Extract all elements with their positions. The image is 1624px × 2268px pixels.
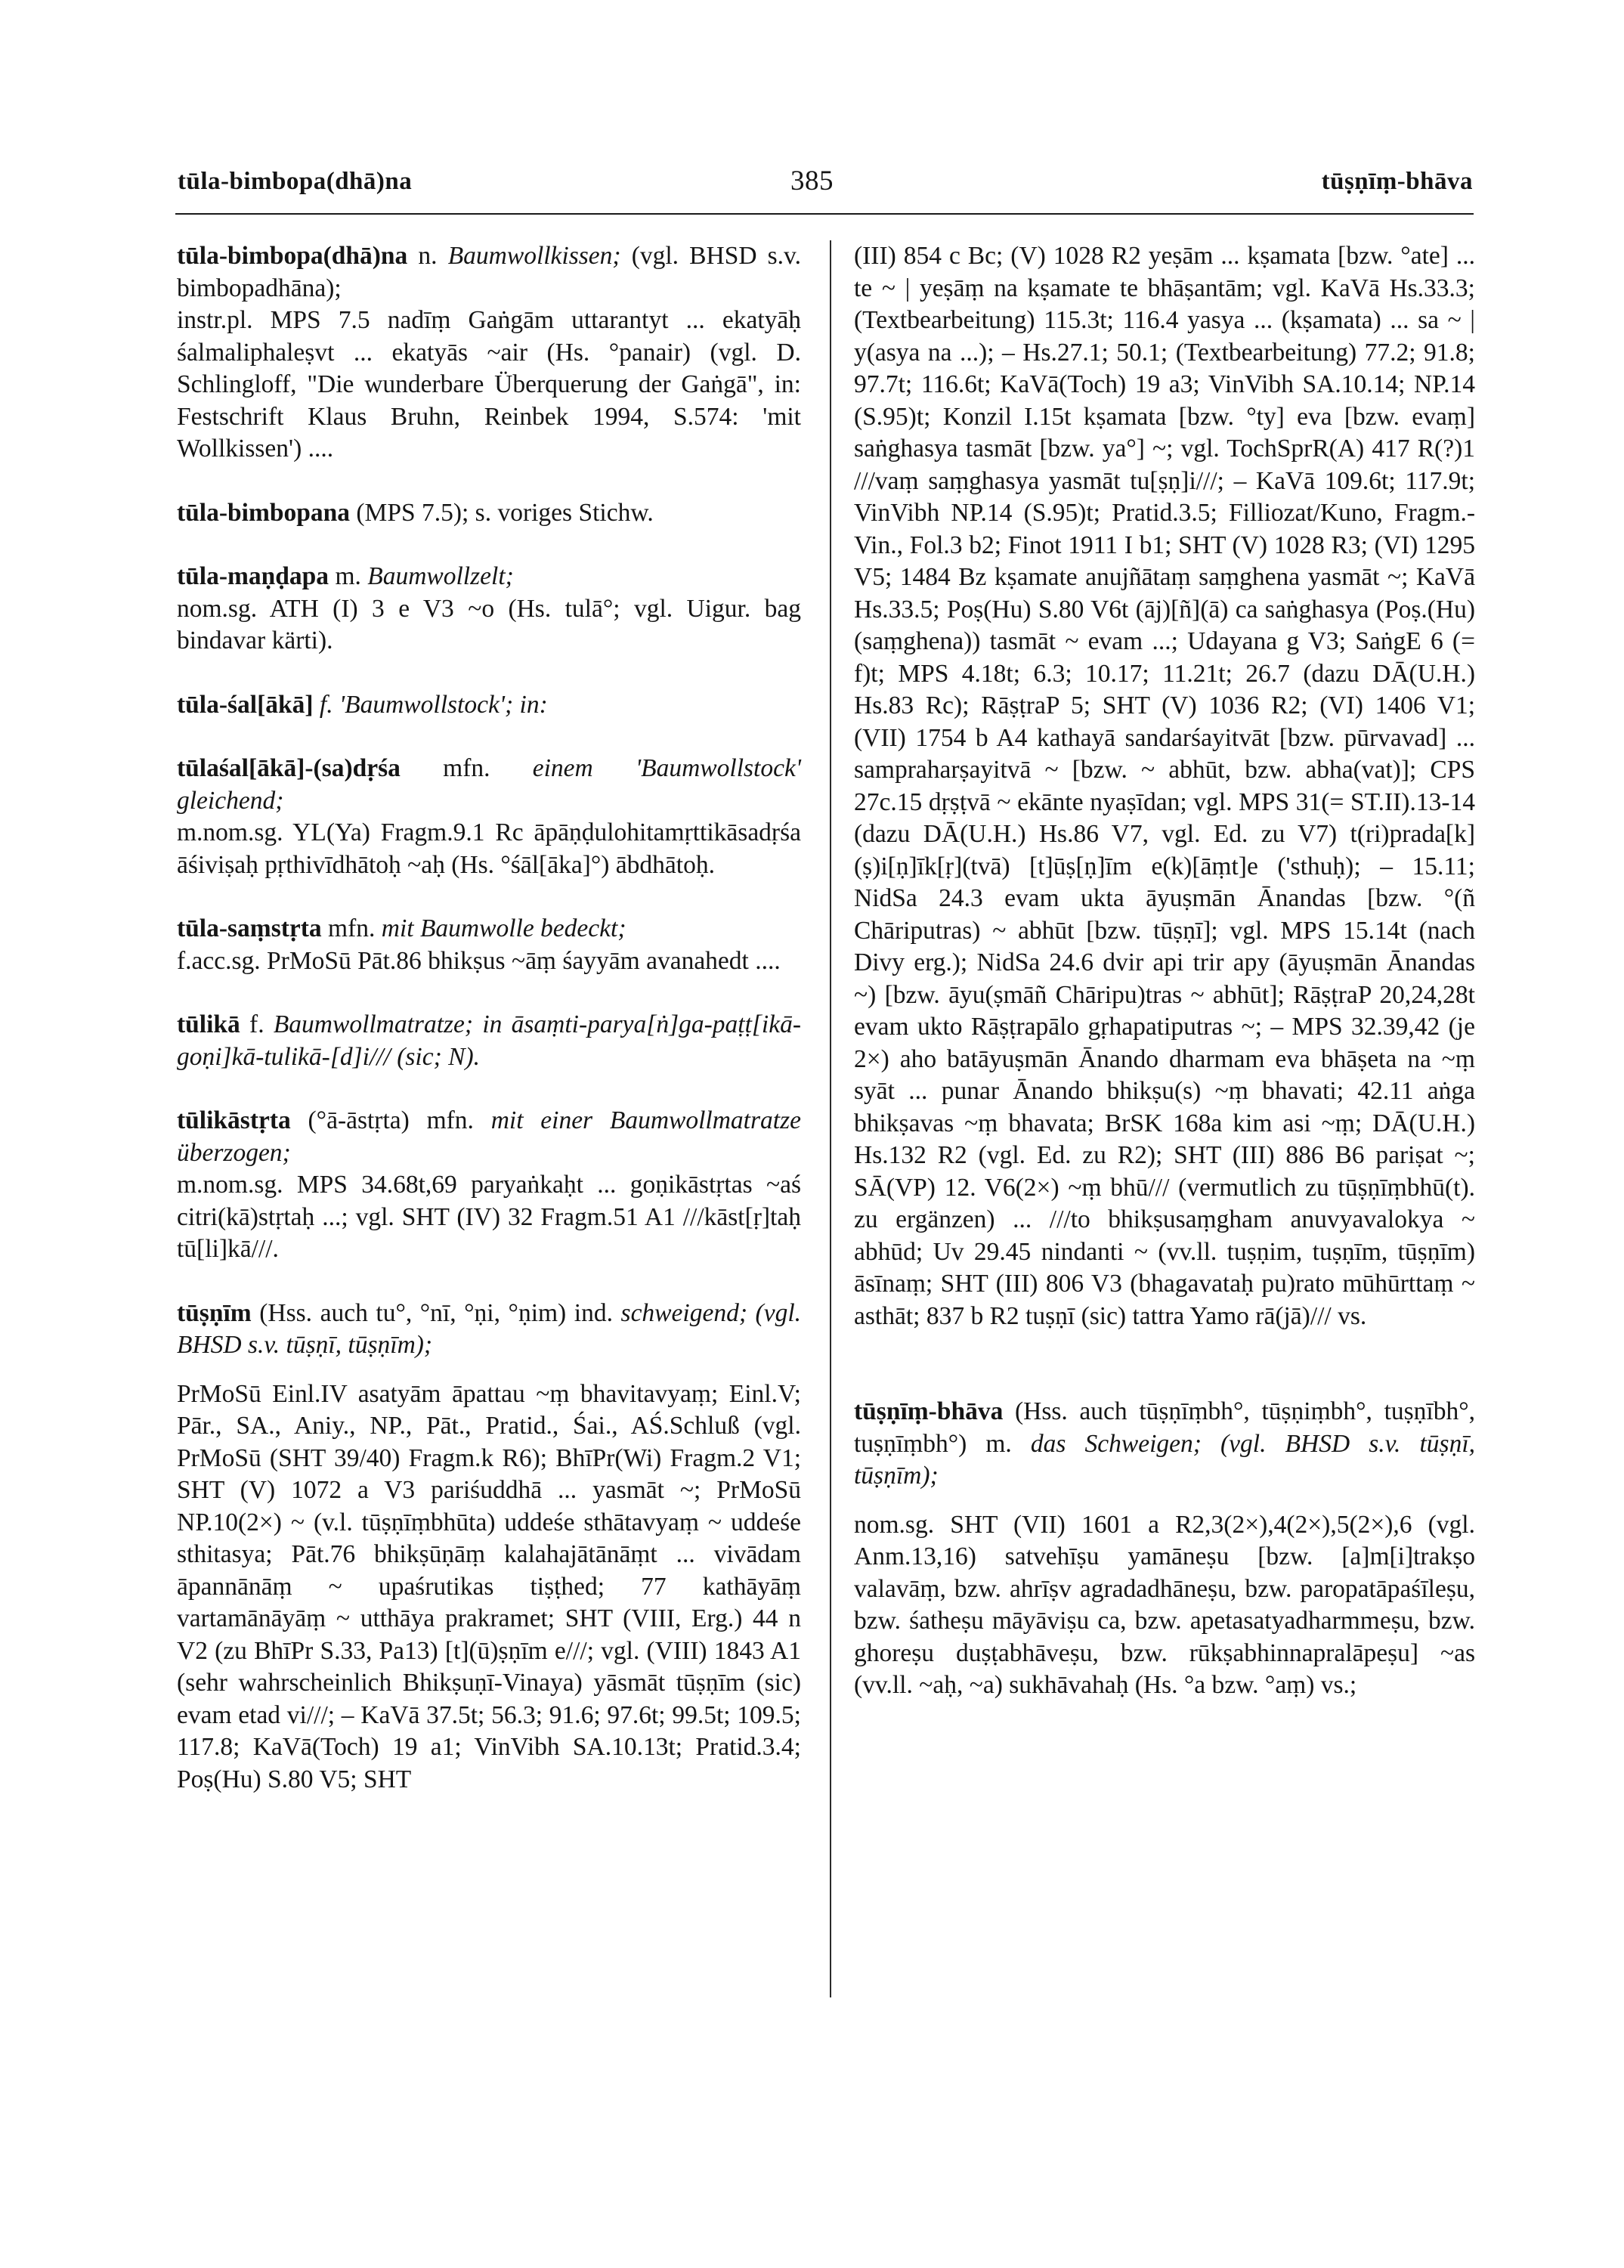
entry-reference: (vgl. BHSD s.v. bimbopadhāna); xyxy=(177,242,802,302)
entry-body: nom.sg. ATH (I) 3 e V3 ~o (Hs. tulā°; vgl. Uigur. bag bindavar kärti). xyxy=(177,594,801,654)
entry-headword: tūla-bimbopana xyxy=(177,498,350,527)
column-divider xyxy=(830,240,831,1997)
entry-meaning: Baumwollkissen; xyxy=(447,242,621,270)
entry-tula-bimbopana xyxy=(177,497,801,530)
header-rule xyxy=(175,213,1474,215)
entry-body: instr.pl. MPS 7.5 nadīṃ Gaṅgām uttarantyt ... ekatyāḥ śalmaliphaleṣvt ... ekatyās ~air (Hs. °panair) (vgl. D. Schlingloff, "Die wunderbare Überquerung der Gaṅgā", in: Festschrift Klaus Bruhn, Reinbek 1994, S.574: 'mit Wollkissen') .... xyxy=(177,306,801,463)
entry-meaning: einem 'Baumwollstock' gleichend; xyxy=(177,754,801,815)
entry-body: f.acc.sg. PrMoSū Pāt.86 bhikṣus ~āṃ śayyām avanahedt .... xyxy=(177,946,781,975)
entry-body: f. 'Baumwollstock'; in: xyxy=(313,690,548,719)
left-column xyxy=(177,240,801,1796)
entry-meaning: schweigend; (vgl. BHSD s.v. tūṣṇī, tūṣṇīm); xyxy=(177,1298,801,1359)
entry-grammar: mfn. xyxy=(400,754,533,782)
entry-tulasalaka-sadrsa xyxy=(177,753,801,881)
entry-grammar: (°ā-āstṛta) mfn. xyxy=(290,1106,491,1134)
entry-headword: tūṣṇīṃ-bhāva xyxy=(854,1397,1004,1425)
entry-tusnim xyxy=(177,1298,801,1796)
entry-headword: tūlaśal[ākā]-(sa)dṛśa xyxy=(177,754,401,782)
entry-headword: tūṣṇīm xyxy=(177,1298,252,1327)
entry-tula-salaka xyxy=(177,689,801,722)
entry-headword: tūla-maṇḍapa xyxy=(177,562,329,590)
entry-headword: tūla-saṃstṛta xyxy=(177,914,322,942)
entry-grammar: m. xyxy=(329,562,368,590)
entry-body: PrMoSū Einl.IV asatyām āpattau ~ṃ bhavitavyaṃ; Einl.V; Pār., SA., Aniy., NP., Pāt., Pratid., Śai., AŚ.Schluß (vgl. PrMoSū (SHT 39/40) Fragm.k R6); BhīPr(Wi) Fragm.2 V1; SHT (V) 1072 a V3 pariśuddhā ... yasmāt ~; PrMoSū NP.10(2×) ~ (v.l. tūṣṇīṃbhūta) uddeśe sthātavyaṃ ~ uddeśe sthitasya; Pāt.76 bhikṣūṇāṃ kalahajātānāṃt ... vivādam āpannānāṃ ~ upaśrutikas tiṣṭhed; 77 kathāyāṃ vartamānāyāṃ ~ utthāya prakramet; SHT (VIII, Erg.) 44 n V2 (zu BhīPr S.33, Pa13) [t](ū)ṣṇīm e///; vgl. (VIII) 1843 A1 (sehr wahrscheinlich Bhikṣuṇī-Vinaya) yāsmāt tūṣṇīm (sic) evam etad vi///; – KaVā 37.5t; 56.3; 91.6; 97.6t; 99.5t; 109.5; 117.8; KaVā(Toch) 19 a1; VinVibh SA.10.13t; Pratid.3.4; Poṣ(Hu) S.80 V5; SHT xyxy=(177,1379,801,1793)
entry-meaning: Baumwollmatratze; in āsaṃti-parya[ṅ]ga-paṭṭ[ikā-goṇi]kā-tulikā-[d]i/// (sic; N). xyxy=(177,1010,801,1071)
entry-headword: tūlikā xyxy=(177,1010,240,1038)
entry-headword: tūla-śal[ākā] xyxy=(177,690,314,719)
entry-grammar: (Hss. auch tūṣṇīṃbh°, tūṣṇiṃbh°, tuṣṇībh°, tuṣṇīṃbh°) m. xyxy=(854,1397,1475,1458)
entry-tusnim-bhava xyxy=(854,1396,1475,1702)
running-head-left: tūla-bimbopa(dhā)na xyxy=(178,168,413,195)
entry-meaning: mit einer Baumwollmatratze überzogen; xyxy=(177,1106,801,1167)
entry-body: m.nom.sg. YL(Ya) Fragm.9.1 Rc āpāṇḍulohitamṛttikāsadṛśa āśiviṣaḥ pṛthivīdhātoḥ ~aḥ (Hs. °śāl[āka]°) ābdhātoḥ. xyxy=(177,818,801,879)
right-column xyxy=(854,240,1475,1702)
entry-tulikastrta xyxy=(177,1105,801,1266)
entry-body: (III) 854 c Bc; (V) 1028 R2 yeṣām ... kṣamata [bzw. °ate] ... te ~ | yeṣāṃ na kṣamate te bhāṣantām; vgl. KaVā Hs.33.3; (Textbearbeitung) 115.3t; 116.4 yasya ... (kṣamata) ... sa ~ | y(asya na ...); – Hs.27.1; 50.1; (Textbearbeitung) 77.2; 91.8; 97.7t; 116.6t; KaVā(Toch) 19 a3; VinVibh SA.10.14; NP.14 (S.95)t; Konzil I.15t kṣamata [bzw. °ty] eva [bzw. evaṃ] saṅghasya tasmāt [bzw. ya°] ~; vgl. TochSprR(A) 417 R(?)1 ///vaṃ saṃghasya yasmāt tu[ṣṇ]i///; – KaVā 109.6t; 117.9t; VinVibh NP.14 (S.95)t; Pratid.3.5; Filliozat/Kuno, Fragm.-Vin., Fol.3 b2; Finot 1911 I b1; SHT (V) 1028 R3; (VI) 1295 V5; 1484 Bz kṣamate anujñātaṃ saṃghena yasmāt ~; KaVā Hs.33.5; Poṣ(Hu) S.80 V6t (āj)[ñ](ā) ca saṅghasya (Poṣ.(Hu) (saṃghena)) tasmāt ~ evam ...; Udayana g V3; SaṅgE 6 (= f)t; MPS 4.18t; 6.3; 10.17; 11.21t; 26.7 (dazu DĀ(U.H.) Hs.83 Rc); RāṣṭraP 5; SHT (V) 1036 R2; (VI) 1406 V1; (VII) 1754 b A4 kathayā sandarśayitvāt [bzw. pūrvavad] ... sampraharṣayitvā ~ [bzw. ~ abhūt, bzw. abha(vat)]; CPS 27c.15 dṛṣṭvā ~ ekānte nyaṣīdan; vgl. MPS 31(= ST.II).13-14 (dazu DĀ(U.H.) Hs.86 V7, vgl. Ed. zu V7) t(ri)prada[k](ṣ)i[ṇ]īk[ṛ](tvā) [t]ūṣ[ṇ]īm e(k)[āṃt]e ('sthuḥ); – 15.11; NidSa 24.3 evam ukta āyuṣmān Ānandas [bzw. °(ñ Chāriputras) ~ abhūt [bzw. tūṣṇī]; vgl. MPS 15.14t (nach Divy erg.); NidSa 24.6 dvir api trir apy (āyuṣmān Ānandas ~) [bzw. āyu(ṣmāñ Chāripu)tras ~ abhūt]; RāṣṭraP 20,24,28t evam ukto Rāṣṭrapālo gṛhapatiputras ~; – MPS 32.39,42 (je 2×) aho batāyuṣmān Ānando dharmam eva bhāṣeta na ~ṃ syāt ... punar Ānando bhikṣu(s) ~ṃ bhavati; 42.11 aṅga bhikṣavas ~ṃ bhavata; BrSK 168a kim asi ~ṃ; DĀ(U.H.) Hs.132 R2 (vgl. Ed. zu R2); SHT (III) 886 B6 pariṣat ~; SĀ(VP) 12. V6(2×) ~ṃ bhū/// (vermutlich zu tūṣṇīṃbhū(t). zu ergänzen) ... ///to bhikṣusaṃgham anuvyavalokya ~ abhūd; Uv 29.45 nindanti ~ (vv.ll. tuṣṇim, tuṣṇīm, tūṣṇīm) āsīnaṃ; SHT (III) 806 V3 (bhagavataḥ pu)rato mūhūrttaṃ ~ asthāt; 837 b R2 tuṣṇī (sic) tattra Yamo rā(jā)/// vs. xyxy=(854,242,1475,1330)
entry-grammar: f. xyxy=(240,1010,274,1038)
entry-grammar: n. xyxy=(407,242,448,270)
entry-tula-mandapa xyxy=(177,561,801,658)
entry-tula-bimbopadhana xyxy=(177,240,801,466)
entry-meaning: das Schweigen; (vgl. BHSD s.v. tūṣṇī, tūṣṇīm); xyxy=(854,1429,1476,1490)
entry-body: m.nom.sg. MPS 34.68t,69 paryaṅkaḥt ... goṇikāstṛtas ~aś citri(kā)stṛtaḥ ...; vgl. SHT (IV) 32 Fragm.51 A1 ///kāst[ṛ]taḥ tū[li]kā///. xyxy=(177,1171,801,1263)
entry-tusnim-continued xyxy=(854,240,1475,1332)
entry-meaning: Baumwollzelt; xyxy=(367,562,514,590)
entry-grammar: (Hss. auch tu°, °nī, °ṇi, °ṇim) ind. xyxy=(251,1298,621,1327)
entry-meaning: mit Baumwolle bedeckt; xyxy=(381,914,626,942)
entry-tula-samstrta xyxy=(177,913,801,977)
entry-body: (MPS 7.5); s. voriges Stichw. xyxy=(350,498,654,527)
entry-headword: tūla-bimbopa(dhā)na xyxy=(177,242,408,270)
entry-tulika xyxy=(177,1009,801,1073)
entry-headword: tūlikāstṛta xyxy=(177,1106,291,1134)
page-number: 385 xyxy=(790,166,834,196)
entry-body: nom.sg. SHT (VII) 1601 a R2,3(2×),4(2×),5(2×),6 (vgl. Anm.13,16) satvehīṣu yamāneṣu [bzw. [a]m[i]trakṣo valavāṃ, bzw. ahrīṣv agradadhāneṣu, bzw. paropatāpaśīleṣu, bzw. śatheṣu māyāviṣu ca, bzw. apetasatyadharmmeṣu, bzw. ghoreṣu duṣṭabhāveṣu, bzw. rūkṣabhinnapralāpeṣu] ~as (vv.ll. ~aḥ, ~a) sukhāvahaḥ (Hs. °a bzw. °aṃ) vs.; xyxy=(854,1510,1475,1699)
entry-grammar: mfn. xyxy=(321,914,382,942)
running-head-right: tūṣṇīṃ-bhāva xyxy=(1321,168,1473,195)
